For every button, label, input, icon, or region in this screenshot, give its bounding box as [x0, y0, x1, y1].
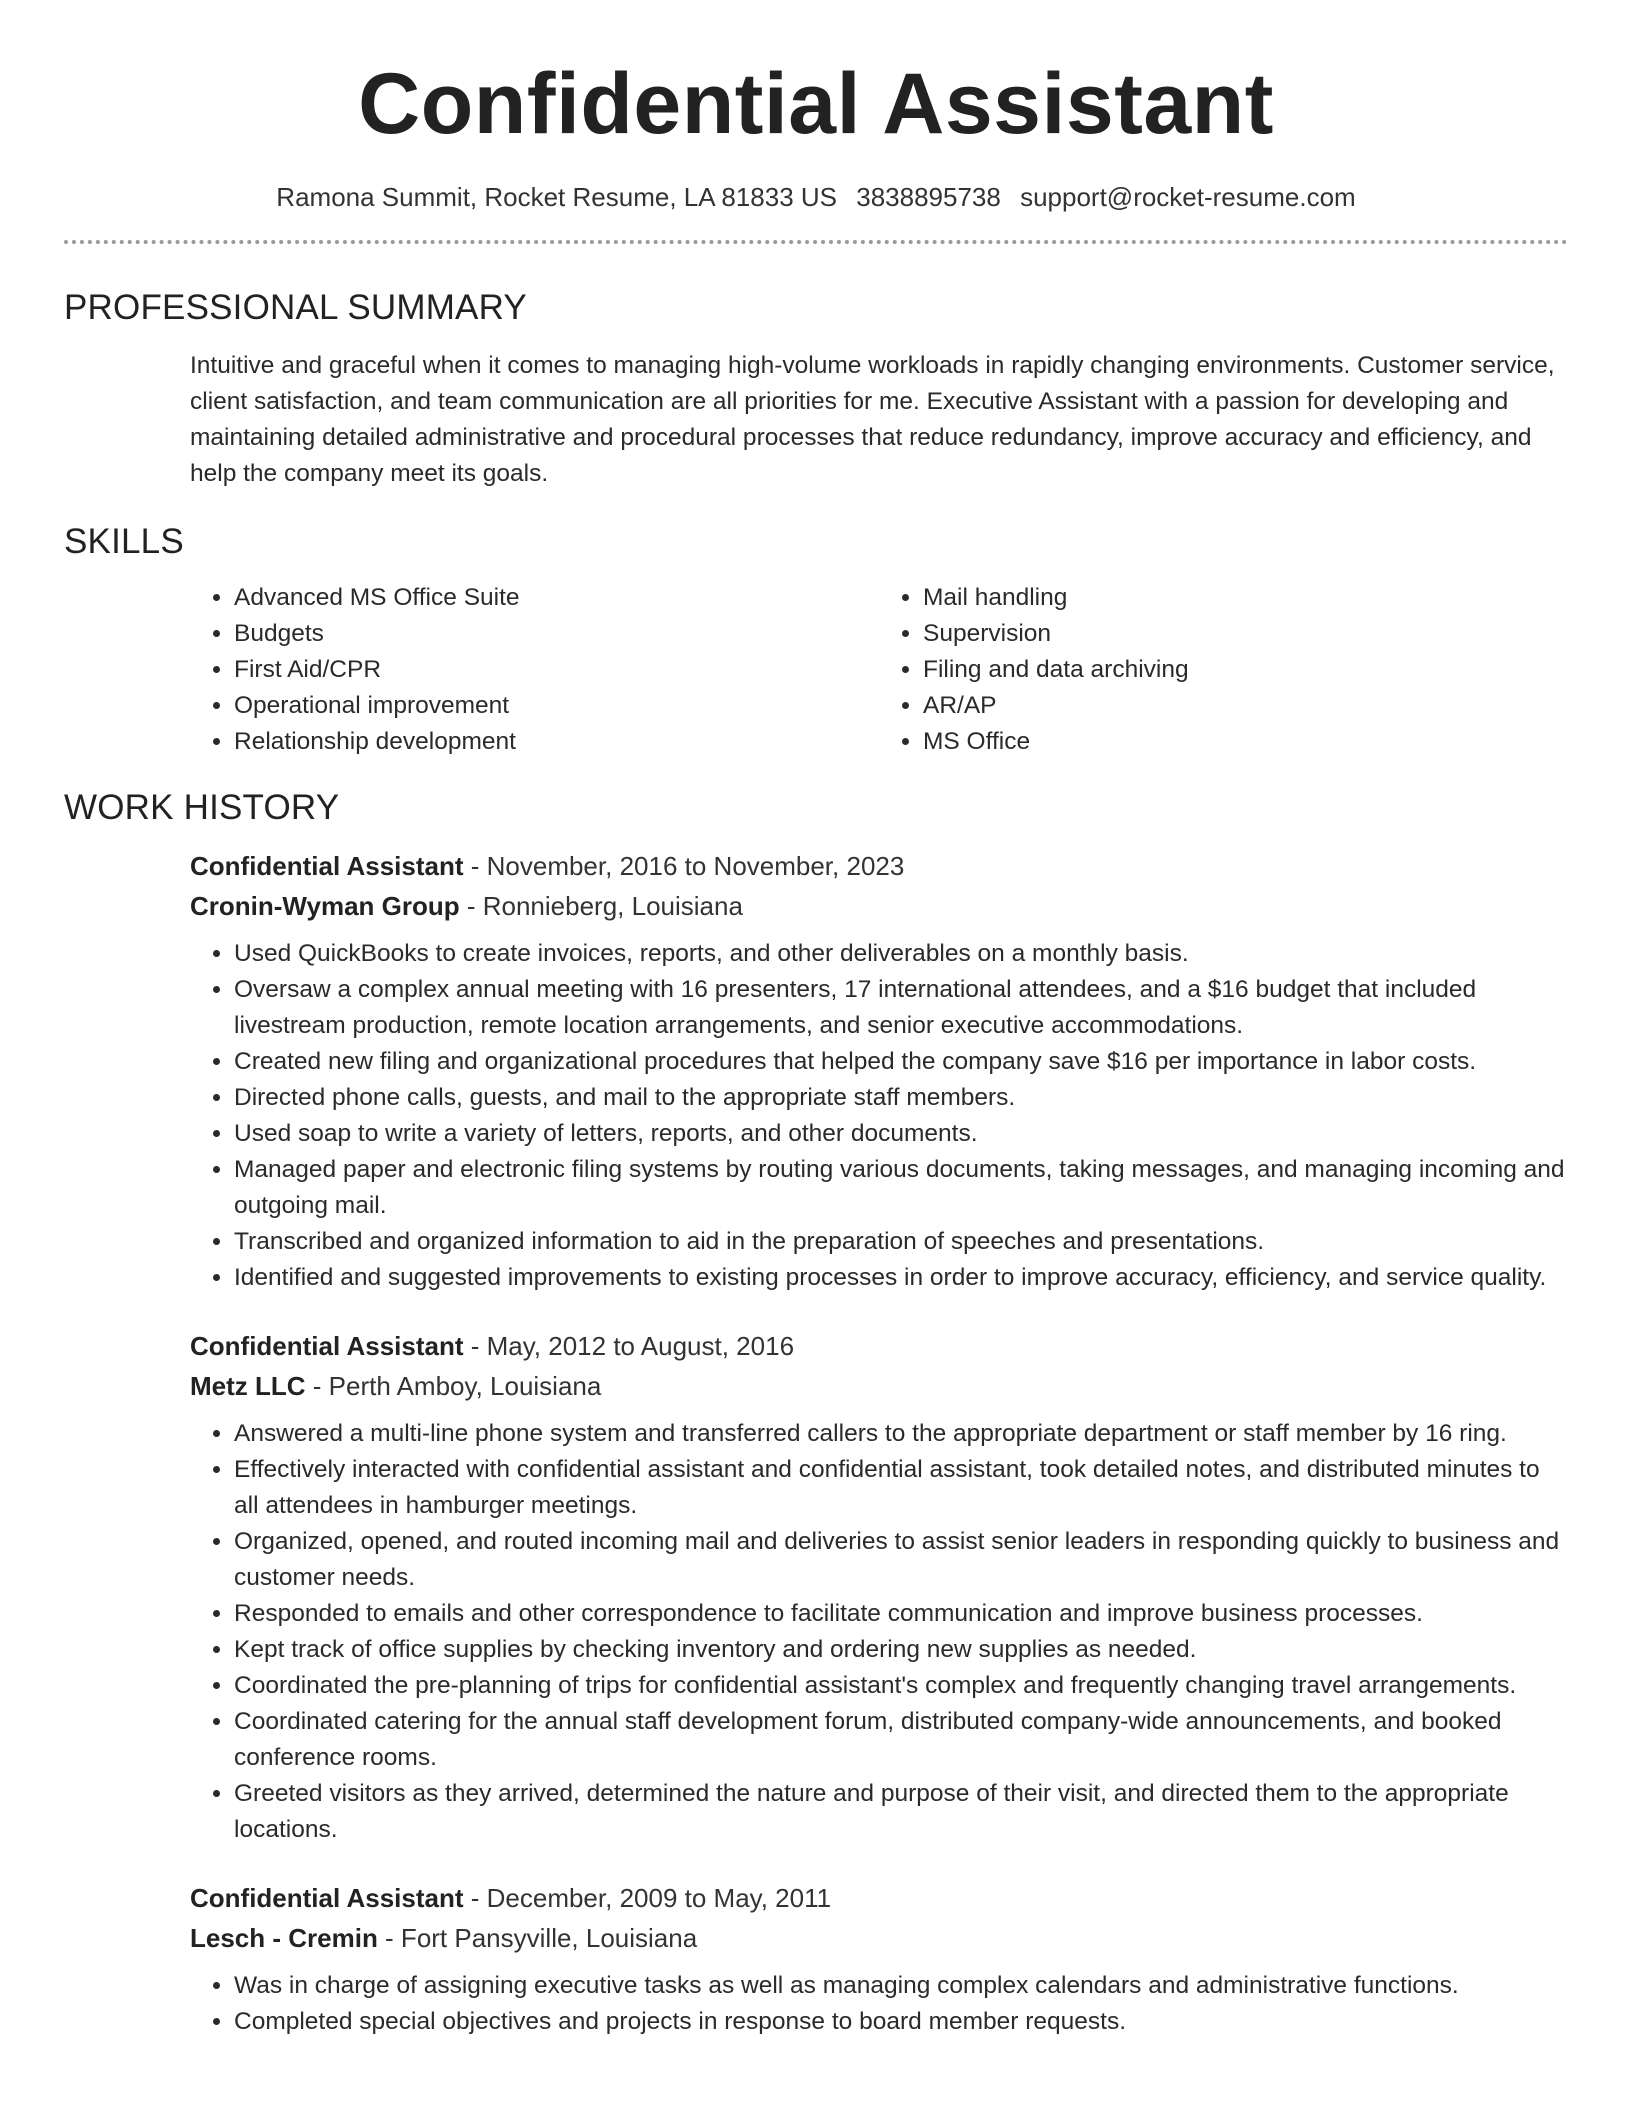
- summary-text: Intuitive and graceful when it comes to managing high-volume workloads in rapidly changing environments. Customer service, client satisfaction, and team communication are all priorities for me. Executive Assistant with a passion for developing and maintaining detailed administrative and procedural processes that reduce redundancy, improve accuracy and efficiency, and help the company meet its goals.: [190, 352, 1555, 487]
- job-location: - Fort Pansyville, Louisiana: [377, 1923, 698, 1953]
- job-bullet: • Effectively interacted with confidential assistant and confidential assistant, took detailed notes, and distributed minutes to all attendees in hamburger meetings.: [234, 1452, 1568, 1524]
- job-bullet: • Transcribed and organized information to aid in the preparation of speeches and presentations.: [234, 1224, 1568, 1260]
- job-dates: - May, 2012 to August, 2016: [463, 1331, 795, 1361]
- job-bullet: • Organized, opened, and routed incoming mail and deliveries to assist senior leaders in responding quickly to business and customer needs.: [234, 1524, 1568, 1596]
- job-bullet: • Identified and suggested improvements to existing processes in order to improve accuracy, efficiency, and service quality.: [234, 1260, 1568, 1296]
- contact-line: [64, 180, 1568, 214]
- job-bullet: • Managed paper and electronic filing systems by routing various documents, taking messages, and managing incoming and outgoing mail.: [234, 1152, 1568, 1224]
- job-title-line: [190, 1326, 1568, 1366]
- job-role: Confidential Assistant: [190, 1883, 464, 1913]
- job-company-line: [190, 1918, 1568, 1958]
- skill-item: • Budgets: [234, 616, 879, 652]
- job-bullet: • Oversaw a complex annual meeting with 16 presenters, 17 international attendees, and a $16 budget that included livestream production, remote location arrangements, and senior executive accommodations.: [234, 972, 1568, 1044]
- job-bullet: • Was in charge of assigning executive tasks as well as managing complex calendars and administrative functions.: [234, 1968, 1568, 2004]
- job-bullet: • Responded to emails and other correspondence to facilitate communication and improve business processes.: [234, 1596, 1568, 1632]
- job-title-line: [190, 846, 1568, 886]
- contact-address: Ramona Summit, Rocket Resume, LA 81833 US: [276, 182, 837, 212]
- skills-list: [190, 580, 1568, 760]
- summary-heading: PROFESSIONAL SUMMARY: [64, 288, 527, 327]
- job-location: - Perth Amboy, Louisiana: [305, 1371, 602, 1401]
- job-entry: [190, 1878, 1568, 2040]
- job-bullet: • Greeted visitors as they arrived, determined the nature and purpose of their visit, and directed them to the appropriate locations.: [234, 1776, 1568, 1848]
- job-entry: [190, 1326, 1568, 1848]
- job-company: Cronin-Wyman Group: [190, 891, 460, 921]
- job-bullets: [190, 936, 1568, 1296]
- work-history-heading: WORK HISTORY: [64, 788, 340, 827]
- job-bullets: [190, 1416, 1568, 1848]
- contact-phone: 3838895738: [856, 182, 1001, 212]
- job-bullet: • Directed phone calls, guests, and mail to the appropriate staff members.: [234, 1080, 1568, 1116]
- job-bullet: • Kept track of office supplies by checking inventory and ordering new supplies as needed.: [234, 1632, 1568, 1668]
- skills-heading: SKILLS: [64, 522, 184, 561]
- job-title-line: [190, 1878, 1568, 1918]
- job-company-line: [190, 886, 1568, 926]
- skill-item: • Mail handling: [923, 580, 1568, 616]
- skill-item: • MS Office: [923, 724, 1568, 760]
- job-entry: [190, 846, 1568, 1296]
- skill-item: • AR/AP: [923, 688, 1568, 724]
- candidate-name: Confidential Assistant: [358, 56, 1274, 152]
- job-bullets: [190, 1968, 1568, 2040]
- skills-column-right: [879, 580, 1568, 760]
- skill-item: • Advanced MS Office Suite: [234, 580, 879, 616]
- job-bullet: • Coordinated the pre-planning of trips for confidential assistant's complex and frequently changing travel arrangements.: [234, 1668, 1568, 1704]
- contact-email: support@rocket-resume.com: [1020, 182, 1356, 212]
- job-company: Metz LLC: [190, 1371, 306, 1401]
- job-bullet: • Answered a multi-line phone system and transferred callers to the appropriate department or staff member by 16 ring.: [234, 1416, 1568, 1452]
- job-role: Confidential Assistant: [190, 1331, 464, 1361]
- job-company: Lesch - Cremin: [190, 1923, 378, 1953]
- job-role: Confidential Assistant: [190, 851, 464, 881]
- job-company-line: [190, 1366, 1568, 1406]
- job-bullet: • Used soap to write a variety of letters, reports, and other documents.: [234, 1116, 1568, 1152]
- job-location: - Ronnieberg, Louisiana: [459, 891, 743, 921]
- job-bullet: • Created new filing and organizational procedures that helped the company save $16 per importance in labor costs.: [234, 1044, 1568, 1080]
- header-divider: [64, 240, 1568, 244]
- skill-item: • Filing and data archiving: [923, 652, 1568, 688]
- job-bullet: • Used QuickBooks to create invoices, reports, and other deliverables on a monthly basis.: [234, 936, 1568, 972]
- job-dates: - December, 2009 to May, 2011: [463, 1883, 832, 1913]
- skill-item: • Relationship development: [234, 724, 879, 760]
- job-dates: - November, 2016 to November, 2023: [463, 851, 905, 881]
- skills-column-left: [190, 580, 879, 760]
- skill-item: • First Aid/CPR: [234, 652, 879, 688]
- skill-item: • Supervision: [923, 616, 1568, 652]
- job-bullet: • Completed special objectives and projects in response to board member requests.: [234, 2004, 1568, 2040]
- job-bullet: • Coordinated catering for the annual staff development forum, distributed company-wide announcements, and booked conference rooms.: [234, 1704, 1568, 1776]
- skill-item: • Operational improvement: [234, 688, 879, 724]
